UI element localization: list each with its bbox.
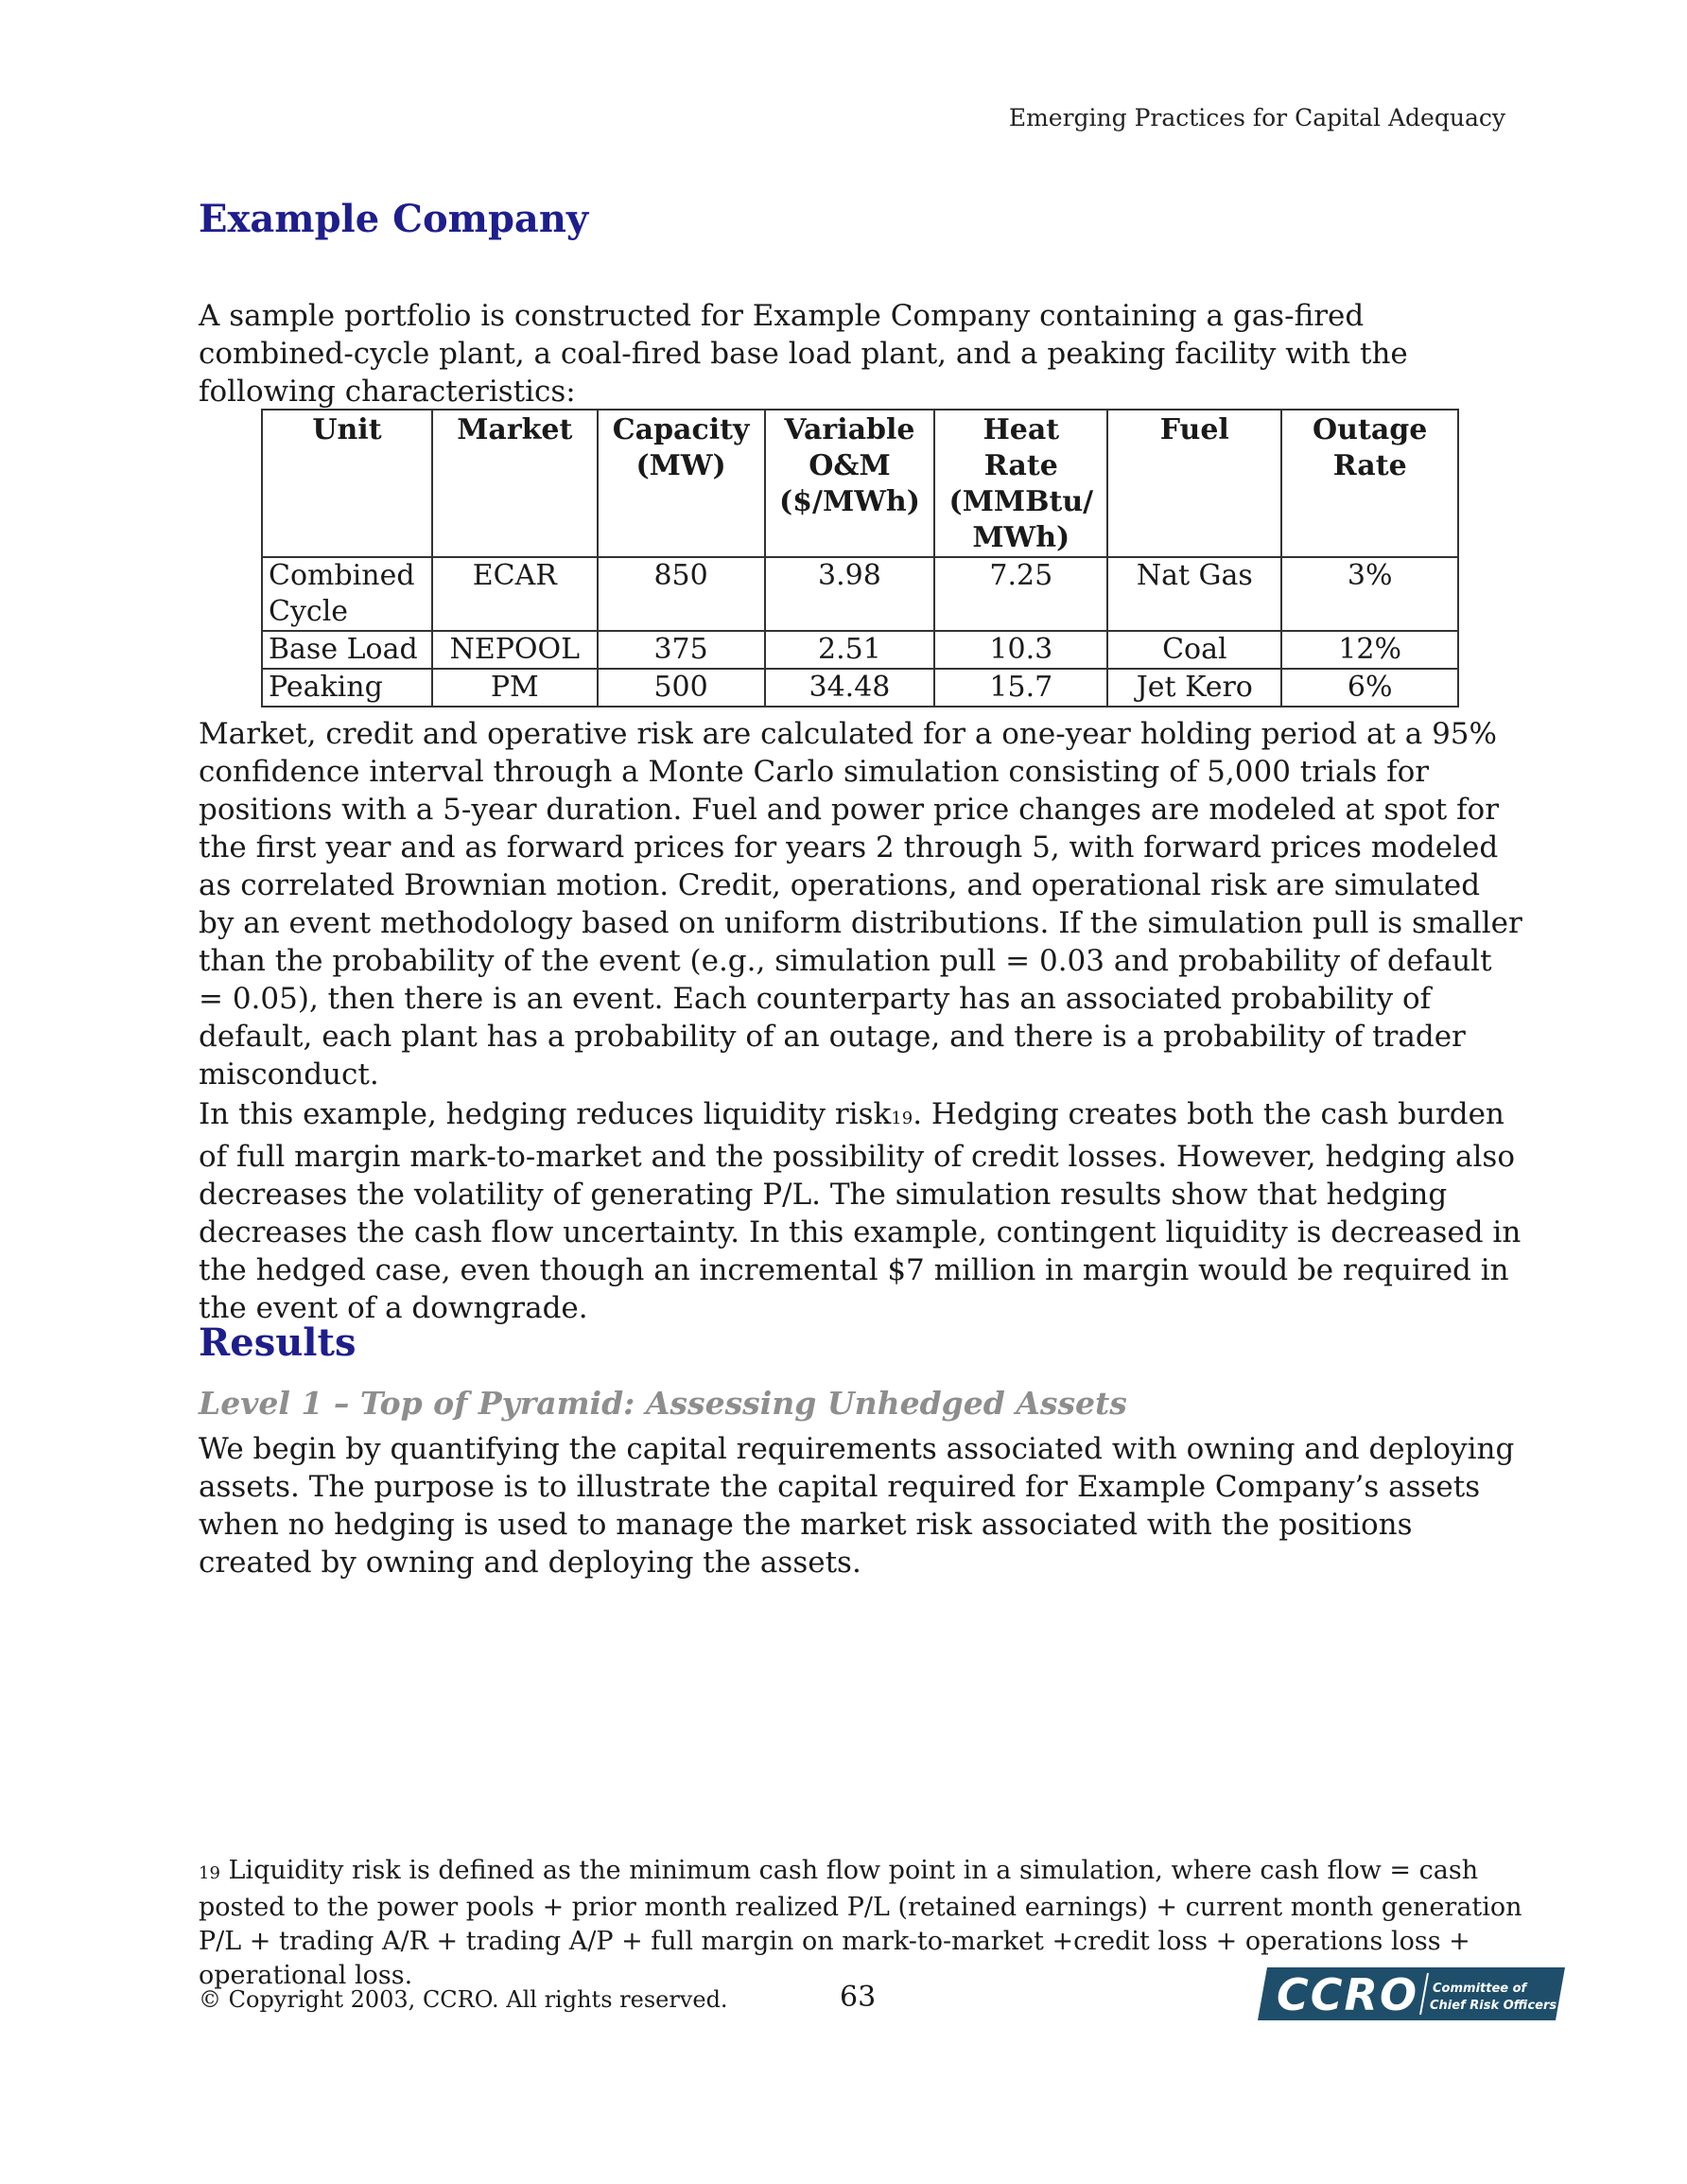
cell-heat-rate: 10.3 (934, 631, 1107, 669)
cell-capacity: 375 (598, 631, 765, 669)
hedging-paragraph-text-cont: . Hedging creates both the cash burden of full margin mark-to-market and the possibility of credit losses. However, hedging also decreases the volatility of generating P/L. The simulation results show that hedging decreases the cash flow uncertainty. In this example, contingent liquidity is decreased in the hedged case, even though an incremental $7 million in margin would be required in the event of a downgrade. (199, 1097, 1522, 1325)
logo-line-2: Chief Risk Officers (1430, 1999, 1557, 2013)
table-header-row (262, 410, 1458, 557)
ccro-logo-graphic (1258, 1967, 1565, 2020)
cell-market: NEPOOL (432, 631, 598, 669)
cell-outage-rate: 6% (1281, 669, 1458, 707)
header-market: Market (432, 410, 598, 557)
footnote-text: Liquidity risk is defined as the minimum cash flow point in a simulation, where cash flow = cash posted to the power pools + prior month realized P/L (retained earnings) + current month generation P/L + trading A/R + trading A/P + full margin on mark-to-market +credit loss + operations loss + operational loss. (199, 1856, 1522, 1990)
header-fuel: Fuel (1107, 410, 1281, 557)
logo-line-1: Committee of (1433, 1982, 1527, 1996)
plant-characteristics-table (261, 409, 1459, 708)
cell-unit: Peaking (262, 669, 432, 707)
header-outage-rate: Outage Rate (1281, 410, 1458, 557)
table-row (262, 669, 1458, 707)
header-variable-om: Variable O&M ($/MWh) (765, 410, 935, 557)
section-title-example-company: Example Company (199, 197, 589, 241)
subsection-title-level-1: Level 1 – Top of Pyramid: Assessing Unhedged Assets (199, 1385, 1127, 1422)
cell-fuel: Coal (1107, 631, 1281, 669)
hedging-paragraph (199, 1095, 1522, 1327)
cell-fuel: Jet Kero (1107, 669, 1281, 707)
cell-capacity: 500 (598, 669, 765, 707)
cell-heat-rate: 7.25 (934, 557, 1107, 631)
table-row (262, 557, 1458, 631)
cell-outage-rate: 12% (1281, 631, 1458, 669)
header-heat-rate: Heat Rate (MMBtu/ MWh) (934, 410, 1107, 557)
copyright-notice: © Copyright 2003, CCRO. All rights reserved. (199, 1986, 728, 2013)
header-unit: Unit (262, 410, 432, 557)
page-number: 63 (840, 1981, 877, 2014)
cell-outage-rate: 3% (1281, 557, 1458, 631)
results-paragraph: We begin by quantifying the capital requirements associated with owning and deploying assets. The purpose is to illustrate the capital required for Example Company’s assets when no hedging is used to manage the market risk associated with the positions created by owning and deploying the assets. (199, 1432, 1515, 1580)
running-header: Emerging Practices for Capital Adequacy (1008, 104, 1505, 131)
cell-market: ECAR (432, 557, 598, 631)
cell-capacity: 850 (598, 557, 765, 631)
cell-heat-rate: 15.7 (934, 669, 1107, 707)
ccro-logo (1258, 1967, 1565, 2024)
hedging-paragraph-text: In this example, hedging reduces liquidity risk (199, 1097, 892, 1131)
footnote-number: 19 (199, 1863, 220, 1883)
cell-unit: Base Load (262, 631, 432, 669)
cell-variable-om: 3.98 (765, 557, 935, 631)
cell-market: PM (432, 669, 598, 707)
section-title-results: Results (199, 1320, 357, 1365)
footnote-reference[interactable]: 19 (891, 1109, 913, 1128)
cell-unit: Combined Cycle (262, 557, 432, 631)
cell-variable-om: 2.51 (765, 631, 935, 669)
cell-fuel: Nat Gas (1107, 557, 1281, 631)
intro-paragraph: A sample portfolio is constructed for Example Company containing a gas-fired combined-cycle plant, a coal-fired base load plant, and a peaking facility with the following characteristics: (199, 299, 1408, 409)
table-row (262, 631, 1458, 669)
logo-wordmark: CCRO (1277, 1969, 1419, 2020)
cell-variable-om: 34.48 (765, 669, 935, 707)
header-capacity: Capacity (MW) (598, 410, 765, 557)
methodology-paragraph: Market, credit and operative risk are calculated for a one-year holding period at a 95% confidence interval through a Monte Carlo simulation consisting of 5,000 trials for positions with a 5-year duration. Fuel and power price changes are modeled at spot for the first year and as forward prices for years 2 through 5, with forward prices modeled as correlated Brownian motion. Credit, operations, and operational risk are simulated by an event methodology based on uniform distributions. If the simulation pull is smaller than the probability of the event (e.g., simulation pull = 0.03 and probability of default = 0.05), then there is an event. Each counterparty has an associated probability of default, each plant has a probability of an outage, and there is a probability of trader misconduct. (199, 717, 1522, 1092)
